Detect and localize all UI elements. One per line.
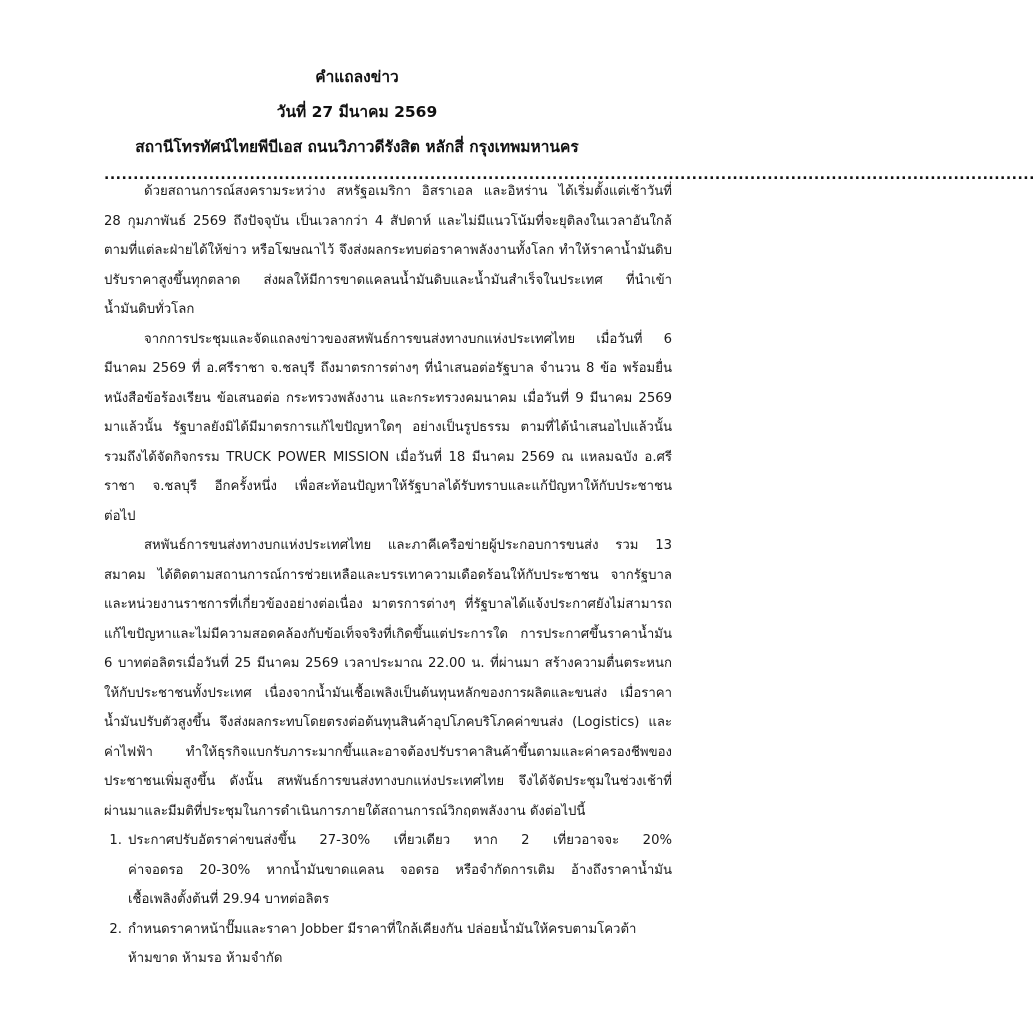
paragraph-3-line: ประชาชนเพิ่มสูงขึ้น ดังนั้น สหพันธ์การขนส่งทางบกแห่งประเทศไทย จึงได้จัดประชุมในช่วงเช้าที่ [104, 774, 672, 789]
paragraph-3-line: ค่าไฟฟ้า ทำให้ธุรกิจแบกรับภาระมากขึ้นและอาจต้องปรับราคาสินค้าขึ้นตามและค่าครองชีพของ [104, 745, 672, 760]
paragraph-2-line: รวมถึงได้จัดกิจกรรม TRUCK POWER MISSION เมื่อวันที่ 18 มีนาคม 2569 ณ แหลมฉบัง อ.ศรี [104, 450, 672, 465]
paragraph-1-line: ด้วยสถานการณ์สงครามระหว่าง สหรัฐอเมริกา อิสราเอล และอิหร่าน ได้เริ่มตั้งแต่เช้าวันที่ [144, 184, 672, 199]
paragraph-3-line: ให้กับประชาชนทั้งประเทศ เนื่องจากน้ำมันเชื้อเพลิงเป็นต้นทุนหลักของการผลิตและขนส่ง เมื่อราคา [104, 686, 672, 701]
press-release-title: คำแถลงข่าว [315, 68, 399, 86]
paragraph-3-line: แก้ไขปัญหาและไม่มีความสอดคล้องกับข้อเท็จจริงที่เกิดขึ้นแต่ประการใด การประกาศขึ้นราคาน้ำมัน [104, 627, 672, 642]
paragraph-3-line: สหพันธ์การขนส่งทางบกแห่งประเทศไทย และภาคีเครือข่ายผู้ประกอบการขนส่ง รวม 13 [144, 538, 672, 553]
paragraph-3-line: 6 บาทต่อลิตรเมื่อวันที่ 25 มีนาคม 2569 เวลาประมาณ 22.00 น. ที่ผ่านมา สร้างความตื่นตระหนก [104, 656, 672, 671]
paragraph-3-line: และหน่วยงานราชการที่เกี่ยวข้องอย่างต่อเนื่อง มาตรการต่างๆ ที่รัฐบาลได้แจ้งประกาศยังไม่สามารถ [104, 597, 672, 612]
press-release-location: สถานีโทรทัศน์ไทยพีบีเอส ถนนวิภาวดีรังสิต หลักสี่ กรุงเทพมหานคร [135, 138, 579, 156]
list-item-number: 1. [109, 833, 122, 848]
paragraph-1-line: 28 กุมภาพันธ์ 2569 ถึงปัจจุบัน เป็นเวลากว่า 4 สัปดาห์ และไม่มีแนวโน้มที่จะยุติลงในเวลาอันใกล้ [104, 214, 672, 229]
list-item-number: 2. [109, 922, 122, 937]
paragraph-2-line: หนังสือข้อร้องเรียน ข้อเสนอต่อ กระทรวงพลังงาน และกระทรวงคมนาคม เมื่อวันที่ 9 มีนาคม 2569 [104, 391, 672, 406]
paragraph-2-line: ราชา จ.ชลบุรี อีกครั้งหนึ่ง เพื่อสะท้อนปัญหาให้รัฐบาลได้รับทราบและแก้ปัญหาให้กับประชาชน [104, 479, 672, 494]
paragraph-2-line: ต่อไป [104, 509, 136, 524]
paragraph-3-line: น้ำมันปรับตัวสูงขึ้น จึงส่งผลกระทบโดยตรงต่อต้นทุนสินค้าอุปโภคบริโภคค่าขนส่ง (Logistics) และ [104, 715, 672, 730]
paragraph-1-line: น้ำมันดิบทั่วโลก [104, 302, 195, 317]
dotted-separator: ................................................................................................................................................................ [104, 167, 1035, 183]
list-item-line: ประกาศปรับอัตราค่าขนส่งขึ้น 27-30% เที่ยวเดียว หาก 2 เที่ยวอาจจะ 20% [128, 833, 672, 848]
paragraph-2-line: จากการประชุมและจัดแถลงข่าวของสหพันธ์การขนส่งทางบกแห่งประเทศไทย เมื่อวันที่ 6 [144, 332, 672, 347]
paragraph-1-line: ปรับราคาสูงขึ้นทุกตลาด ส่งผลให้มีการขาดแคลนน้ำมันดิบและน้ำมันสำเร็จในประเทศ ที่นำเข้า [104, 273, 672, 288]
paragraph-3-line: สมาคม ได้ติดตามสถานการณ์การช่วยเหลือและบรรเทาความเดือดร้อนให้กับประชาชน จากรัฐบาล [104, 568, 672, 583]
list-item-line: ค่าจอดรอ 20-30% หากน้ำมันขาดแคลน จอดรอ หรือจำกัดการเติม อ้างถึงราคาน้ำมัน [128, 863, 672, 878]
list-item-line: เชื้อเพลิงตั้งต้นที่ 29.94 บาทต่อลิตร [128, 892, 330, 907]
list-item-line: กำหนดราคาหน้าปั๊มและราคา Jobber มีราคาที่ใกล้เคียงกัน ปล่อยน้ำมันให้ครบตามโควต้า [128, 922, 637, 937]
press-release-date: วันที่ 27 มีนาคม 2569 [276, 103, 438, 121]
list-item-line: ห้ามขาด ห้ามรอ ห้ามจำกัด [128, 951, 283, 966]
paragraph-3-line: ผ่านมาและมีมติที่ประชุมในการดำเนินการภายใต้สถานการณ์วิกฤตพลังงาน ดังต่อไปนี้ [104, 804, 586, 819]
paragraph-2-line: มีนาคม 2569 ที่ อ.ศรีราชา จ.ชลบุรี ถึงมาตรการต่างๆ ที่นำเสนอต่อรัฐบาล จำนวน 8 ข้อ พร้อมยื่น [104, 361, 672, 376]
paragraph-1-line: ตามที่แต่ละฝ่ายได้ให้ข่าว หรือโฆษณาไว้ จึงส่งผลกระทบต่อราคาพลังงานทั้งโลก ทำให้ราคาน้ำมันดิบ [104, 243, 672, 258]
paragraph-2-line: มาแล้วนั้น รัฐบาลยังมิได้มีมาตรการแก้ไขปัญหาใดๆ อย่างเป็นรูปธรรม ตามที่ได้นำเสนอไปแล้วนั้น [104, 420, 672, 435]
